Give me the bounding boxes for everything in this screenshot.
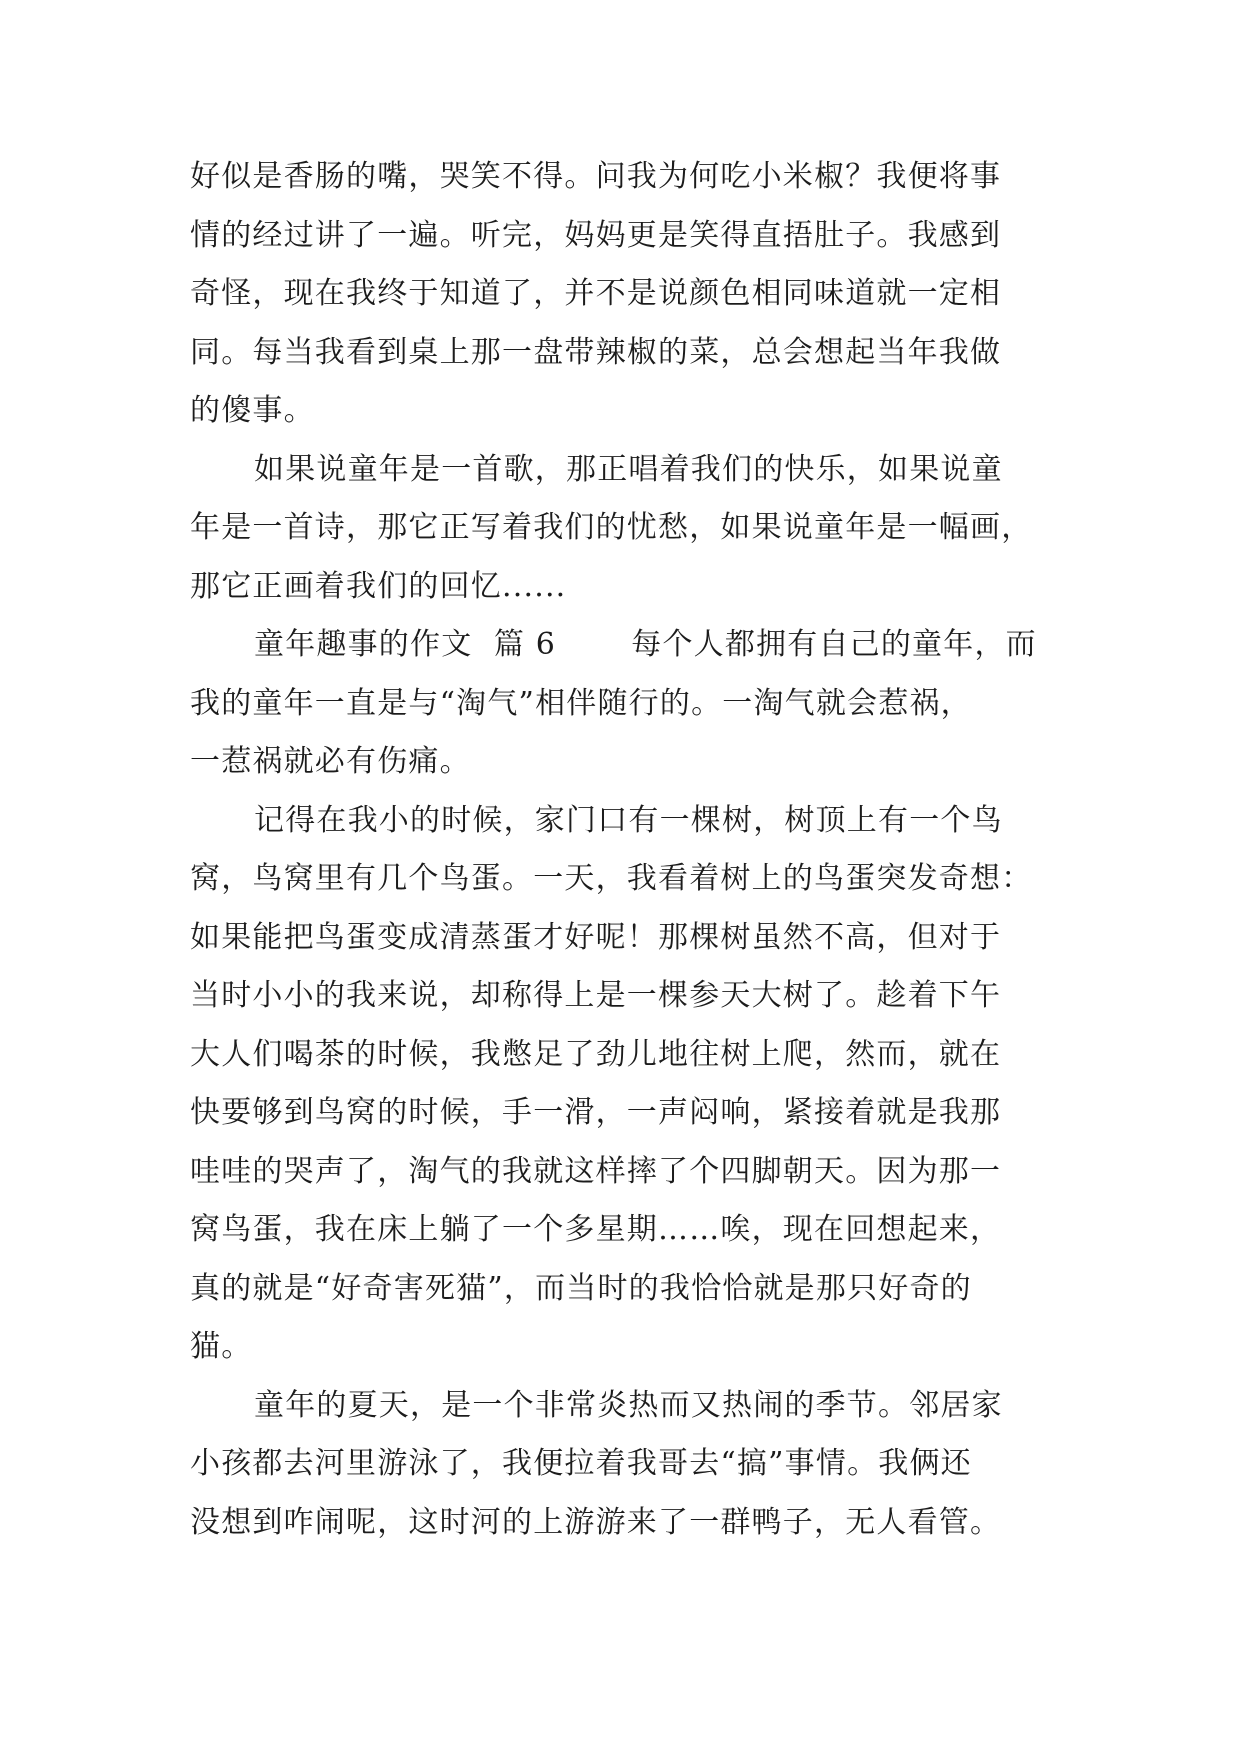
text-line: 猫。 <box>190 1329 253 1364</box>
text-line: 奇怪，现在我终于知道了，并不是说颜色相同味道就一定相 <box>190 276 1002 311</box>
text-line: 的傻事。 <box>190 393 315 428</box>
paragraph-4 <box>190 792 1060 1377</box>
text-line: 快要够到鸟窝的时候，手一滑，一声闷响，紧接着就是我那 <box>190 1095 1002 1130</box>
text-line: 同。每当我看到桌上那一盘带辣椒的菜，总会想起当年我做 <box>190 334 1002 370</box>
text-line: 一惹祸就必有伤痛。 <box>190 744 471 779</box>
text-line: 真的就是“好奇害死猫”，而当时的我恰恰就是那只好奇的 <box>190 1270 972 1306</box>
text-line: 大人们喝茶的时候，我憋足了劲儿地往树上爬，然而，就在 <box>190 1036 1002 1072</box>
text-line: 那它正画着我们的回忆...... <box>190 568 567 604</box>
paragraph-2 <box>190 441 1060 617</box>
text-line: 童年趣事的作文 篇 6 每个人都拥有自己的童年，而 <box>254 627 1037 662</box>
text-line: 如果说童年是一首歌，那正唱着我们的快乐，如果说童 <box>254 451 1003 487</box>
text-line: 我的童年一直是与“淘气”相伴随行的。一淘气就会惹祸， <box>190 685 972 721</box>
text-line: 情的经过讲了一遍。听完，妈妈更是笑得直捂肚子。我感到 <box>190 217 1002 253</box>
text-line: 哇哇的哭声了，淘气的我就这样摔了个四脚朝天。因为那一 <box>190 1153 1002 1189</box>
document-body <box>190 148 1060 1552</box>
text-line: 好似是香肠的嘴，哭笑不得。问我为何吃小米椒？我便将事 <box>190 159 1002 194</box>
text-line: 窝鸟蛋，我在床上躺了一个多星期……唉，现在回想起来， <box>190 1212 1002 1247</box>
paragraph-1 <box>190 148 1060 441</box>
text-line: 当时小小的我来说，却称得上是一棵参天大树了。趁着下午 <box>190 978 1002 1013</box>
text-line: 小孩都去河里游泳了，我便拉着我哥去“搞”事情。我俩还 <box>190 1446 972 1481</box>
paragraph-3 <box>190 616 1060 792</box>
text-line: 没想到咋闹呢，这时河的上游游来了一群鸭子，无人看管。 <box>190 1504 1002 1540</box>
text-line: 如果能把鸟蛋变成清蒸蛋才好呢！那棵树虽然不高，但对于 <box>190 919 1002 955</box>
text-line: 记得在我小的时候，家门口有一棵树，树顶上有一个鸟 <box>254 802 1003 838</box>
text-line: 童年的夏天，是一个非常炎热而又热闹的季节。邻居家 <box>254 1387 1003 1423</box>
paragraph-5 <box>190 1377 1060 1553</box>
text-line: 年是一首诗，那它正写着我们的忧愁，如果说童年是一幅画， <box>190 510 1033 545</box>
text-line: 窝，鸟窝里有几个鸟蛋。一天，我看着树上的鸟蛋突发奇想： <box>190 861 1033 896</box>
